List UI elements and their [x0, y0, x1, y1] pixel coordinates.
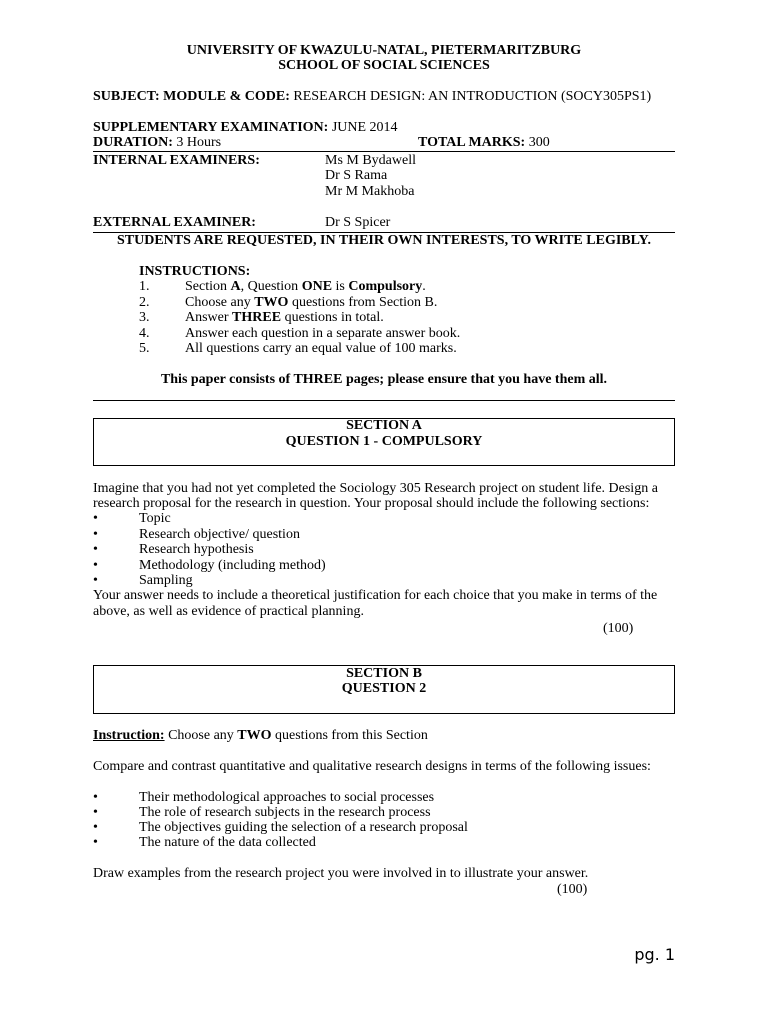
marks: (100)	[557, 882, 588, 897]
instruction-item: Answer THREE questions in total.	[185, 310, 384, 325]
duration-value: 3 Hours	[176, 135, 222, 150]
question-text: Your answer needs to include a theoretical justification for each choice that you make in terms of the	[93, 588, 658, 603]
question-text: research proposal for the research in question. Your proposal should include the following sections:	[93, 496, 650, 511]
bullet-icon: •	[93, 527, 98, 542]
question-text: Compare and contrast quantitative and qualitative research designs in terms of the following issues:	[93, 759, 651, 774]
duration-label: DURATION:	[93, 135, 173, 150]
bullet-icon: •	[93, 573, 98, 588]
list-item: Research objective/ question	[139, 527, 300, 542]
instruction-number: 3.	[139, 310, 150, 325]
subject-label: SUBJECT: MODULE & CODE:	[93, 89, 290, 104]
instruction-item: Section A, Question ONE is Compulsory.	[185, 279, 426, 294]
total-marks-label: TOTAL MARKS:	[418, 135, 526, 150]
exam-paper	[93, 0, 675, 1024]
legibility-notice: STUDENTS ARE REQUESTED, IN THEIR OWN INTERESTS, TO WRITE LEGIBLY.	[116, 233, 652, 248]
bullet-icon: •	[93, 511, 98, 526]
subject-value: RESEARCH DESIGN: AN INTRODUCTION (SOCY305PS1)	[293, 89, 652, 104]
bullet-icon: •	[93, 790, 98, 805]
total-marks-line	[418, 135, 550, 150]
list-item: Their methodological approaches to social processes	[139, 790, 435, 805]
list-item: Topic	[139, 511, 171, 526]
university-title: UNIVERSITY OF KWAZULU-NATAL, PIETERMARITZBURG	[186, 43, 582, 58]
instruction-number: 1.	[139, 279, 150, 294]
bullet-icon: •	[93, 542, 98, 557]
exam-type-line	[93, 120, 398, 135]
bullet-icon: •	[93, 558, 98, 573]
page-number: pg. 1	[634, 945, 675, 964]
instructions-heading: INSTRUCTIONS:	[139, 264, 251, 279]
list-item: The nature of the data collected	[139, 835, 316, 850]
divider-rule	[93, 151, 675, 152]
instruction-number: 2.	[139, 295, 150, 310]
question-text: above, as well as evidence of practical planning.	[93, 604, 364, 619]
list-item: Research hypothesis	[139, 542, 254, 557]
duration-line	[93, 135, 221, 150]
internal-examiners-label: INTERNAL EXAMINERS:	[93, 153, 260, 168]
external-examiner: Dr S Spicer	[325, 215, 391, 230]
bullet-icon: •	[93, 835, 98, 850]
exam-type-label: SUPPLEMENTARY EXAMINATION:	[93, 120, 329, 135]
bullet-icon: •	[93, 820, 98, 835]
instruction-label: Instruction:	[93, 728, 165, 743]
exam-type-value: JUNE 2014	[331, 120, 398, 135]
question-text: Imagine that you had not yet completed the Sociology 305 Research project on student life. Design a	[93, 481, 658, 496]
instruction-number: 5.	[139, 341, 150, 356]
external-examiner-label: EXTERNAL EXAMINER:	[93, 215, 256, 230]
bullet-icon: •	[93, 805, 98, 820]
question-text: Draw examples from the research project you were involved in to illustrate your answer.	[93, 866, 589, 881]
section-b-title: SECTION B	[346, 666, 422, 681]
internal-examiner: Ms M Bydawell	[325, 153, 416, 168]
instruction-item: Choose any TWO questions from Section B.	[185, 295, 438, 310]
list-item: Sampling	[139, 573, 193, 588]
internal-examiner: Mr M Makhoba	[325, 184, 415, 199]
school-title: SCHOOL OF SOCIAL SCIENCES	[278, 58, 490, 73]
subject-line	[93, 89, 651, 104]
instruction-number: 4.	[139, 326, 150, 341]
section-b-question: QUESTION 2	[341, 681, 427, 696]
section-a-title: SECTION A	[346, 418, 422, 433]
marks: (100)	[603, 621, 634, 636]
internal-examiner: Dr S Rama	[325, 168, 388, 183]
list-item: The objectives guiding the selection of a research proposal	[139, 820, 468, 835]
pages-notice: This paper consists of THREE pages; please ensure that you have them all.	[160, 372, 608, 387]
instruction-item: Answer each question in a separate answer book.	[185, 326, 461, 341]
section-a-question: QUESTION 1 - COMPULSORY	[285, 434, 483, 449]
section-b-instruction: Instruction: Choose any TWO questions from this Section	[93, 728, 428, 743]
list-item: Methodology (including method)	[139, 558, 326, 573]
list-item: The role of research subjects in the research process	[139, 805, 431, 820]
total-marks-value: 300	[528, 135, 550, 150]
instruction-item: All questions carry an equal value of 100 marks.	[185, 341, 457, 356]
divider-rule	[93, 400, 675, 401]
